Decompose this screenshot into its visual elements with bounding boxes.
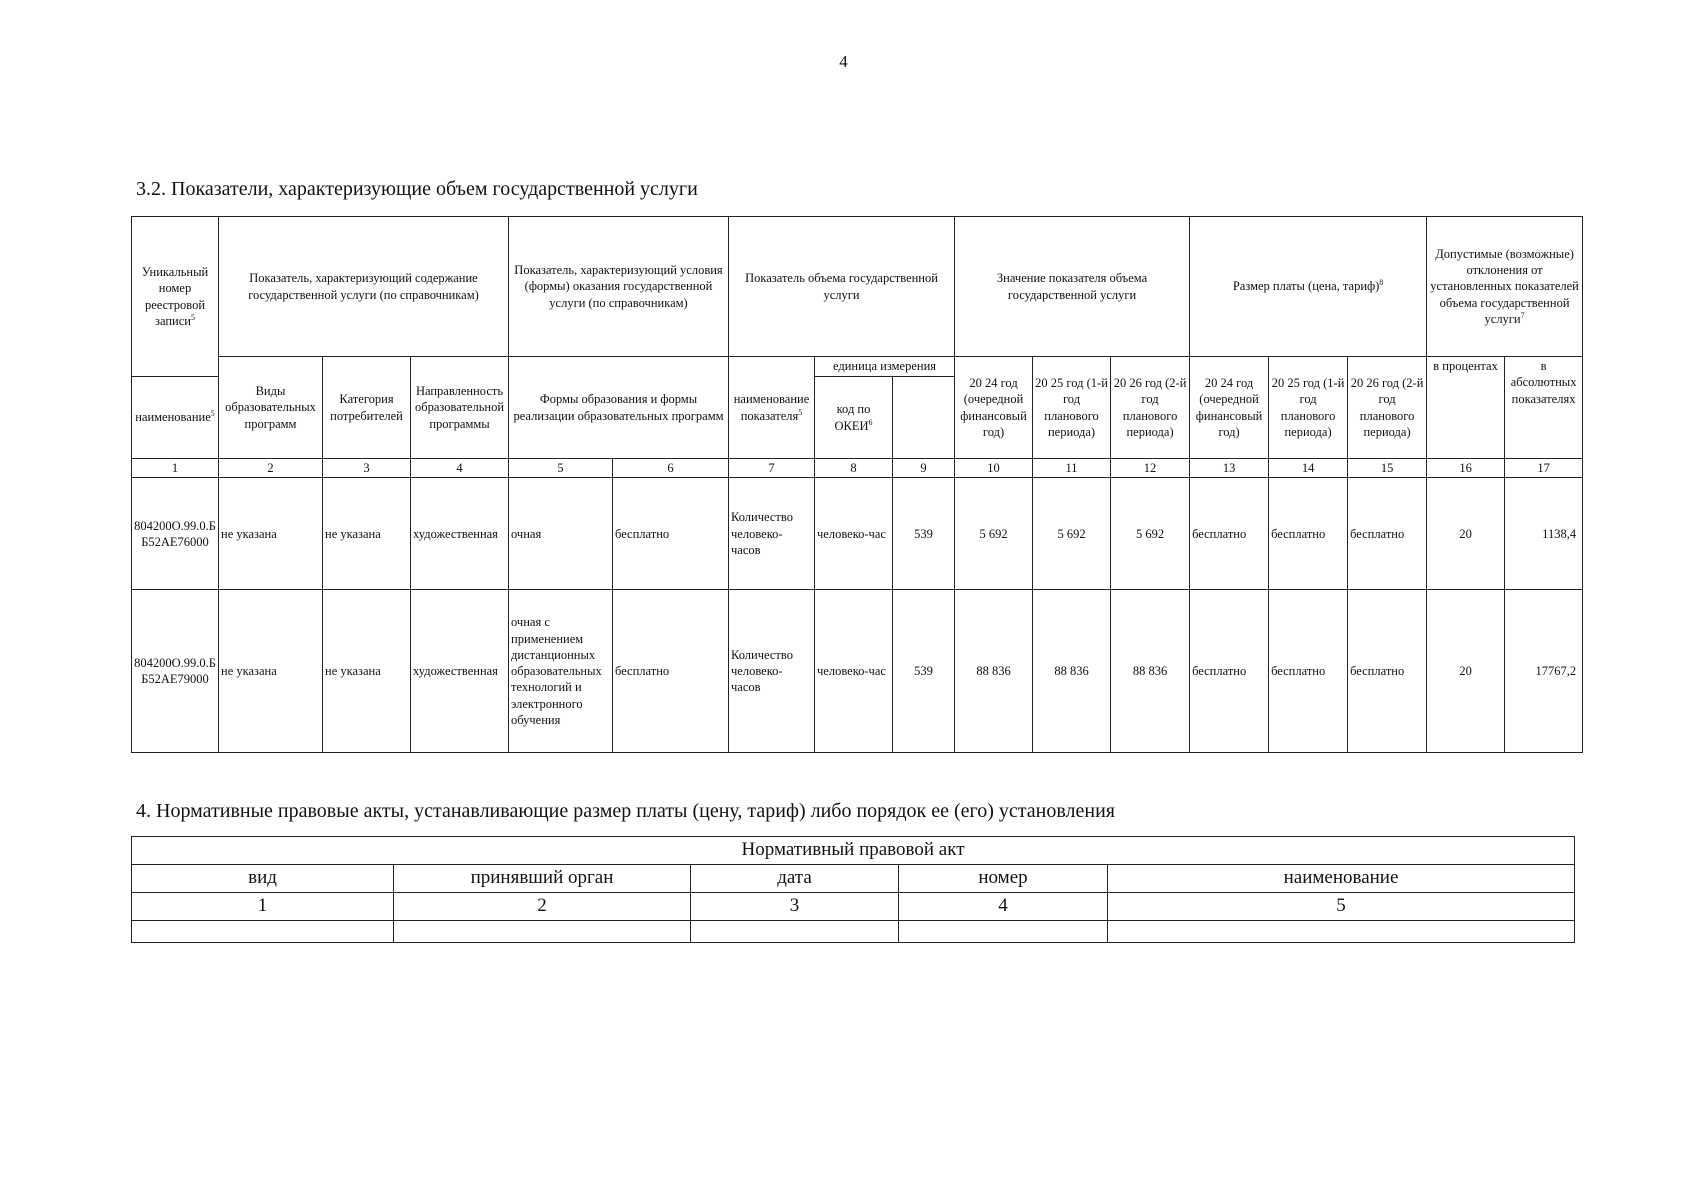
indicator-cell: Количество человеко-часов [729, 478, 815, 590]
page-number: 4 [839, 52, 848, 71]
table-row [132, 590, 1583, 753]
direction-cell: художественная [411, 478, 509, 590]
header-fee-2024: 20 24 год (очередной финансовый год) [1190, 357, 1269, 459]
fee-2025-cell: бесплатно [1269, 590, 1348, 753]
direction-cell: художественная [411, 590, 509, 753]
empty-cell [1108, 921, 1575, 943]
okei-cell: 539 [893, 590, 955, 753]
program-type-cell: не указана [219, 590, 323, 753]
header-deviation-group: Допустимые (возможные) отклонения от установленных показателей объема государственной услуги$^7$ [1427, 217, 1583, 357]
okei-cell: 539 [893, 478, 955, 590]
unit-cell: человеко-час [815, 590, 893, 753]
column-number: 16 [1427, 459, 1505, 478]
column-number: 12 [1111, 459, 1190, 478]
fee-2026-cell: бесплатно [1348, 590, 1427, 753]
header-okei-code: код по ОКЕИ$^6$ [815, 377, 893, 459]
header-deviation-percent: в процентах [1427, 357, 1505, 459]
program-type-cell: не указана [219, 478, 323, 590]
deviation-absolute-cell: 1138,4 [1505, 478, 1583, 590]
header-value-2024: 20 24 год (очередной финансовый год) [955, 357, 1033, 459]
value-2026-cell: 5 692 [1111, 478, 1190, 590]
column-number: 2 [394, 893, 691, 921]
column-header-date: дата [691, 865, 899, 893]
category-cell: не указана [323, 478, 411, 590]
deviation-absolute-cell: 17767,2 [1505, 590, 1583, 753]
empty-cell [691, 921, 899, 943]
condition-cell: бесплатно [613, 590, 729, 753]
header-volume-indicator-group: Показатель объема государственной услуги [729, 217, 955, 357]
column-header-type: вид [132, 865, 394, 893]
empty-cell [132, 921, 394, 943]
section-3-2-heading: 3.2. Показатели, характеризующие объем государственной услуги [136, 178, 698, 200]
column-number: 4 [411, 459, 509, 478]
header-fee-2026: 20 26 год (2-й год планового периода) [1348, 357, 1427, 459]
column-number: 3 [323, 459, 411, 478]
fee-2024-cell: бесплатно [1190, 590, 1269, 753]
header-fee-2025: 20 25 год (1-й год планового периода) [1269, 357, 1348, 459]
column-number: 7 [729, 459, 815, 478]
column-number: 13 [1190, 459, 1269, 478]
value-2025-cell: 88 836 [1033, 590, 1111, 753]
column-number: 10 [955, 459, 1033, 478]
volume-indicators-table [131, 216, 1583, 753]
header-conditions-group: Показатель, характеризующий условия (формы) оказания государственной услуги (по справочникам) [509, 217, 729, 357]
legal-acts-table [131, 836, 1575, 943]
form-cell: очная с применением дистанционных образовательных технологий и электронного обучения [509, 590, 613, 753]
deviation-percent-cell: 20 [1427, 478, 1505, 590]
indicator-cell: Количество человеко-часов [729, 590, 815, 753]
header-unit: единица измерения [815, 357, 955, 377]
empty-cell [394, 921, 691, 943]
header-content-group: Показатель, характеризующий содержание государственной услуги (по справочникам) [219, 217, 509, 357]
header-value-2026: 20 26 год (2-й год планового периода) [1111, 357, 1190, 459]
fee-2025-cell: бесплатно [1269, 478, 1348, 590]
column-number: 3 [691, 893, 899, 921]
value-2024-cell: 5 692 [955, 478, 1033, 590]
column-number: 14 [1269, 459, 1348, 478]
record-number: 804200О.99.0.ББ52АЕ76000 [132, 478, 219, 590]
column-number: 15 [1348, 459, 1427, 478]
condition-cell: бесплатно [613, 478, 729, 590]
table-row [132, 921, 1575, 943]
column-number: 6 [613, 459, 729, 478]
header-consumer-category: Категория потребителей [323, 357, 411, 459]
value-2026-cell: 88 836 [1111, 590, 1190, 753]
unit-cell: человеко-час [815, 478, 893, 590]
section-4-heading: 4. Нормативные правовые акты, устанавливающие размер платы (цену, тариф) либо порядок ее (его) установления [136, 800, 1116, 822]
table-row [132, 478, 1583, 590]
column-header-name: наименование [1108, 865, 1575, 893]
header-unique-number: Уникальный номер реестровой записи$^5$ [132, 217, 219, 377]
legal-act-title: Нормативный правовой акт [132, 837, 1575, 865]
form-cell: очная [509, 478, 613, 590]
header-value-2025: 20 25 год (1-й год планового периода) [1033, 357, 1111, 459]
header-deviation-absolute: в абсолютных показателях [1505, 357, 1583, 459]
value-2025-cell: 5 692 [1033, 478, 1111, 590]
deviation-percent-cell: 20 [1427, 590, 1505, 753]
column-number: 17 [1505, 459, 1583, 478]
column-header-issuing-body: принявший орган [394, 865, 691, 893]
column-number: 9 [893, 459, 955, 478]
record-number: 804200О.99.0.ББ52АЕ79000 [132, 590, 219, 753]
column-number: 8 [815, 459, 893, 478]
column-number: 1 [132, 459, 219, 478]
column-number: 2 [219, 459, 323, 478]
empty-cell [899, 921, 1108, 943]
column-number: 5 [1108, 893, 1575, 921]
header-fee-group: Размер платы (цена, тариф)$^8$ [1190, 217, 1427, 357]
column-number: 1 [132, 893, 394, 921]
column-header-number: номер [899, 865, 1108, 893]
column-number: 11 [1033, 459, 1111, 478]
header-volume-value-group: Значение показателя объема государственной услуги [955, 217, 1190, 357]
column-number-row [132, 459, 1583, 478]
column-number: 5 [509, 459, 613, 478]
header-unit-name: наименование$^5$ [132, 377, 219, 459]
fee-2024-cell: бесплатно [1190, 478, 1269, 590]
value-2024-cell: 88 836 [955, 590, 1033, 753]
header-program-direction: Направленность образовательной программы [411, 357, 509, 459]
header-forms: Формы образования и формы реализации образовательных программ [509, 357, 729, 459]
fee-2026-cell: бесплатно [1348, 478, 1427, 590]
header-indicator-name: наименование показателя$^5$ [729, 357, 815, 459]
column-number: 4 [899, 893, 1108, 921]
category-cell: не указана [323, 590, 411, 753]
header-program-types: Виды образовательных программ [219, 357, 323, 459]
